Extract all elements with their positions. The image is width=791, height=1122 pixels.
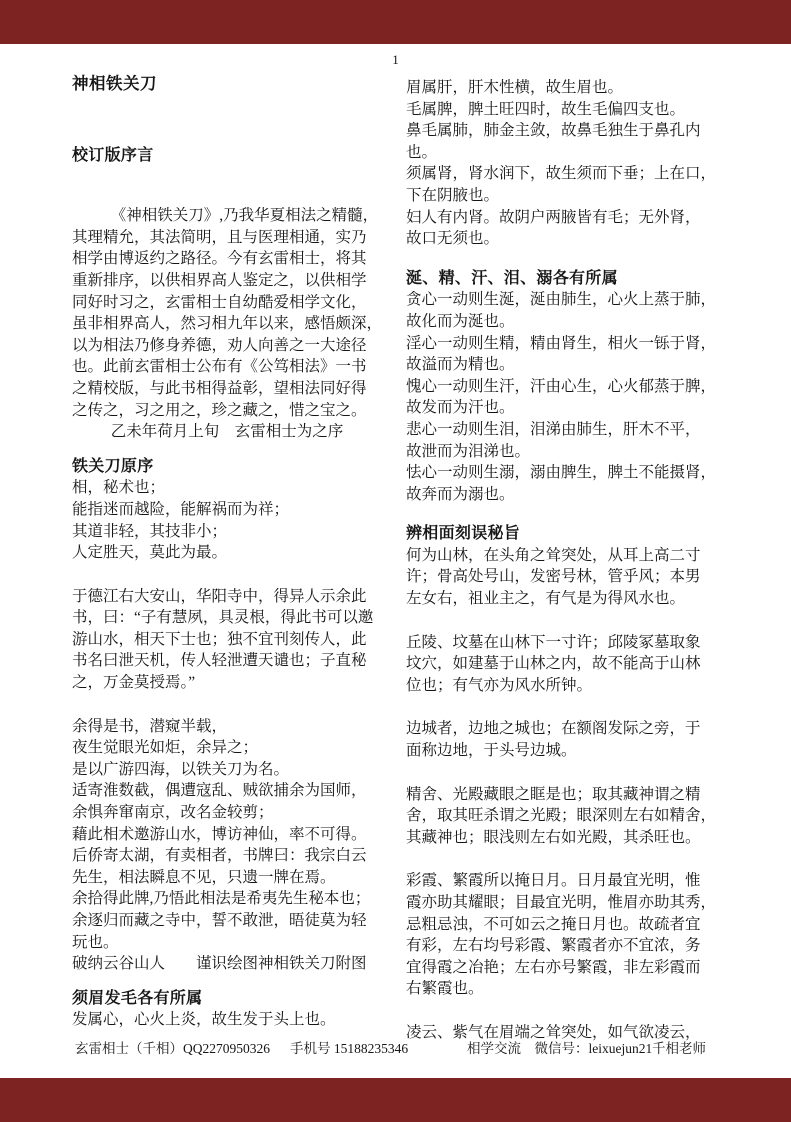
text-line: 精舍、光殿藏眼之眶是也；取其藏神谓之精 bbox=[406, 785, 701, 803]
text-line: 游山水，相天下士也；独不宜刊刻传人，此 bbox=[72, 630, 367, 648]
text-line: 余拾得此牌,乃悟此相法是希夷先生秘本也； bbox=[72, 890, 371, 908]
paragraph bbox=[406, 77, 727, 250]
text-line: 夜生觉眼光如炬，余异之； bbox=[72, 739, 259, 757]
text-line: 妇人有内肾。故阴户两腋皆有毛；无外肾， bbox=[406, 208, 701, 226]
vertical-gap bbox=[72, 564, 390, 586]
text-line: 《神相铁关刀》,乃我华夏相法之精髓， bbox=[110, 207, 379, 225]
vertical-gap bbox=[72, 694, 390, 716]
section-heading bbox=[72, 988, 390, 1010]
paragraph bbox=[406, 632, 727, 697]
paragraph bbox=[72, 477, 390, 563]
text-line: 眉属肝，肝木性横，故生眉也。 bbox=[406, 79, 624, 96]
text-line: 其理精允，其法简明，且与医理相通，实乃 bbox=[72, 228, 367, 246]
vertical-gap bbox=[72, 166, 390, 205]
text-line: 相，秘术也； bbox=[72, 479, 166, 497]
text-line: 后侨寄太湖，有卖相者，书牌曰：我宗白云 bbox=[72, 847, 367, 865]
text-line: 破纳云谷山人 谨识绘图神相铁关刀附图 bbox=[72, 955, 367, 973]
vertical-gap bbox=[406, 848, 727, 870]
vertical-gap bbox=[72, 95, 390, 145]
text-line: 玩也。 bbox=[72, 933, 119, 951]
text-line: 许；骨高处号山，发密号林，管乎风；本男 bbox=[406, 568, 701, 586]
page-content bbox=[72, 73, 727, 1044]
section-heading bbox=[406, 523, 727, 545]
vertical-gap bbox=[406, 250, 727, 268]
text-line: 凌云、紫气在眉端之耸突处，如气欲凌云， bbox=[406, 1023, 701, 1041]
text-line: 之精校版，与此书相得益彰，望相法同好得 bbox=[72, 379, 367, 397]
text-line: 有彩，左右均号彩霞、繁霞者亦不宜浓，务 bbox=[406, 937, 701, 955]
text-line: 故泄而为泪涕也。 bbox=[406, 442, 531, 460]
heading-text: 涎、精、汗、泪、溺各有所属 bbox=[406, 269, 618, 287]
section-heading bbox=[72, 145, 390, 167]
text-line: 边城者，边地之城也；在额阁发际之旁，于 bbox=[406, 720, 701, 738]
paragraph bbox=[406, 870, 727, 1000]
text-line: 何为山林，在头角之耸突处，从耳上高二寸 bbox=[406, 546, 701, 564]
bottom-band bbox=[0, 1078, 791, 1122]
vertical-gap bbox=[406, 1000, 727, 1022]
footer-item: 相学交流 微信号：leixuejun21 bbox=[467, 1041, 653, 1056]
footer-item: 手机号 15188235346 bbox=[290, 1041, 409, 1056]
paragraph bbox=[406, 545, 727, 610]
text-line: 书，曰：“子有慧夙，具灵根，得此书可以邀 bbox=[72, 609, 374, 627]
vertical-gap bbox=[406, 505, 727, 523]
page-footer bbox=[0, 1040, 791, 1060]
vertical-gap bbox=[406, 610, 727, 632]
text-line: 发属心，心火上炎，故生发于头上也。 bbox=[72, 1011, 336, 1029]
text-line: 忌粗忌浊，不可如云之掩日月也。故疏者宜 bbox=[406, 915, 701, 933]
heading-text: 辨相面刻误秘旨 bbox=[406, 525, 521, 543]
text-line: 能指迷而越险，能解祸而为祥； bbox=[72, 500, 290, 518]
text-line: 故化而为涎也。 bbox=[406, 312, 515, 330]
heading-text: 须眉发毛各有所属 bbox=[72, 989, 203, 1007]
text-line: 左女右，祖业主之，有气是为得风水也。 bbox=[406, 590, 686, 608]
text-line: 故奔而为溺也。 bbox=[406, 485, 515, 503]
text-line: 于德江右大安山，华阳寺中，得异人示余此 bbox=[72, 587, 367, 605]
footer-item: 千相老师 bbox=[652, 1041, 706, 1056]
text-line: 贪心一动则生涎，涎由肺生，心火上蒸于肺， bbox=[406, 291, 717, 309]
paragraph bbox=[72, 586, 390, 694]
text-line: 须属肾，肾水润下，故生须而下垂；上在口， bbox=[406, 165, 717, 183]
document-title bbox=[72, 73, 390, 95]
text-line: 坟穴，如建墓于山林之内，故不能高于山林 bbox=[406, 655, 701, 673]
paragraph bbox=[406, 784, 727, 849]
text-line: 怯心一动则生溺，溺由脾生，脾土不能摄肾， bbox=[406, 464, 717, 482]
text-line: 悲心一动则生泪，泪涕由肺生，肝木不平， bbox=[406, 420, 701, 438]
text-line: 下在阴腋也。 bbox=[406, 186, 500, 204]
text-line: 重新排序，以供相界高人鉴定之，以供相学 bbox=[72, 271, 367, 289]
text-line: 愧心一动则生汗，汗由心生，心火郁蒸于脾， bbox=[406, 377, 717, 395]
paragraph bbox=[72, 205, 390, 443]
paragraph bbox=[72, 716, 390, 975]
text-line: 虽非相界高人，然习相九年以来，感悟颇深， bbox=[72, 315, 383, 333]
paragraph bbox=[406, 289, 727, 505]
text-line: 也。此前玄雷相士公布有《公笃相法》一书 bbox=[72, 358, 367, 376]
text-line: 乙未年荷月上旬 玄雷相士为之序 bbox=[110, 423, 344, 441]
text-line: 余得是书，潜窥半载， bbox=[72, 717, 228, 735]
text-line: 书名曰泄天机，传人轻泄遭天谴也；子直秘 bbox=[72, 652, 367, 670]
text-line: 人定胜天，莫此为最。 bbox=[72, 544, 228, 562]
paragraph bbox=[72, 1009, 390, 1031]
vertical-gap bbox=[406, 696, 727, 718]
text-line: 藉此相术邀游山水，博访神仙，率不可得。 bbox=[72, 825, 367, 843]
section-heading bbox=[406, 268, 727, 290]
text-line: 是以广游四海，以铁关刀为名。 bbox=[72, 760, 290, 778]
text-line: 之传之，习之用之，珍之藏之，惜之宝之。 bbox=[72, 401, 367, 419]
left-column bbox=[72, 73, 390, 1044]
heading-text: 校订版序言 bbox=[72, 146, 154, 164]
text-line: 右繁霞也。 bbox=[406, 980, 484, 998]
text-line: 宜得霞之冶艳；左右亦号繁霞，非左彩霞而 bbox=[406, 958, 701, 976]
text-line: 故口无须也。 bbox=[406, 230, 500, 248]
right-column bbox=[406, 73, 727, 1044]
heading-text: 铁关刀原序 bbox=[72, 457, 154, 475]
top-band bbox=[0, 0, 791, 44]
text-line: 丘陵、坟墓在山林下一寸许；邱陵冢墓取象 bbox=[406, 633, 701, 651]
footer-item: 玄雷相士（千相）QQ2270950326 bbox=[75, 1041, 270, 1056]
vertical-gap bbox=[406, 762, 727, 784]
text-line: 故发而为汗也。 bbox=[406, 399, 515, 417]
paragraph bbox=[406, 718, 727, 761]
section-heading bbox=[72, 456, 390, 478]
text-line: 以为相法乃修身养德，劝人向善之一大途径 bbox=[72, 336, 367, 354]
text-line: 鼻毛属肺，肺金主敛，故鼻毛独生于鼻孔内 bbox=[406, 122, 701, 140]
text-line: 面称边地，于头号边城。 bbox=[406, 742, 577, 760]
text-line: 也。 bbox=[406, 143, 438, 161]
text-line: 故溢而为精也。 bbox=[406, 356, 515, 374]
page-number: 1 bbox=[392, 52, 399, 67]
vertical-gap bbox=[72, 443, 390, 456]
text-line: 彩霞、繁霞所以掩日月。日月最宜光明，惟 bbox=[406, 872, 701, 890]
text-line: 先生，相法瞬息不见，只遗一牌在焉。 bbox=[72, 868, 336, 886]
text-line: 其道非轻，其技非小； bbox=[72, 522, 228, 540]
text-line: 毛属脾，脾土旺四时，故生毛偏四支也。 bbox=[406, 100, 686, 118]
text-line: 舍，取其旺杀谓之光殿；眼深则左右如精舍， bbox=[406, 807, 717, 825]
text-line: 其藏神也；眼浅则左右如光殿，其杀旺也。 bbox=[406, 828, 701, 846]
text-line: 同好时习之，玄雷相士自幼酷爱相学文化， bbox=[72, 293, 367, 311]
text-line: 相学由博返约之路径。今有玄雷相士，将其 bbox=[72, 250, 367, 268]
text-line: 淫心一动则生精，精由肾生，相火一铄于肾， bbox=[406, 334, 717, 352]
text-line: 之，万金莫授焉。” bbox=[72, 674, 196, 692]
text-line: 余惧奔窜南京，改名金较剪； bbox=[72, 804, 274, 822]
vertical-gap bbox=[72, 975, 390, 988]
text-line: 余逐归而藏之寺中，誓不敢泄，晤徒莫为轻 bbox=[72, 912, 367, 929]
text-line: 位也；有气亦为风水所钟。 bbox=[406, 676, 593, 694]
title-text: 神相铁关刀 bbox=[72, 74, 157, 93]
text-line: 适寄淮数截，偶遭寇乱、贼欲捕余为国师， bbox=[72, 782, 367, 800]
text-line: 霞亦助其耀眼；目最宜光明，惟眉亦助其秀， bbox=[406, 894, 717, 911]
